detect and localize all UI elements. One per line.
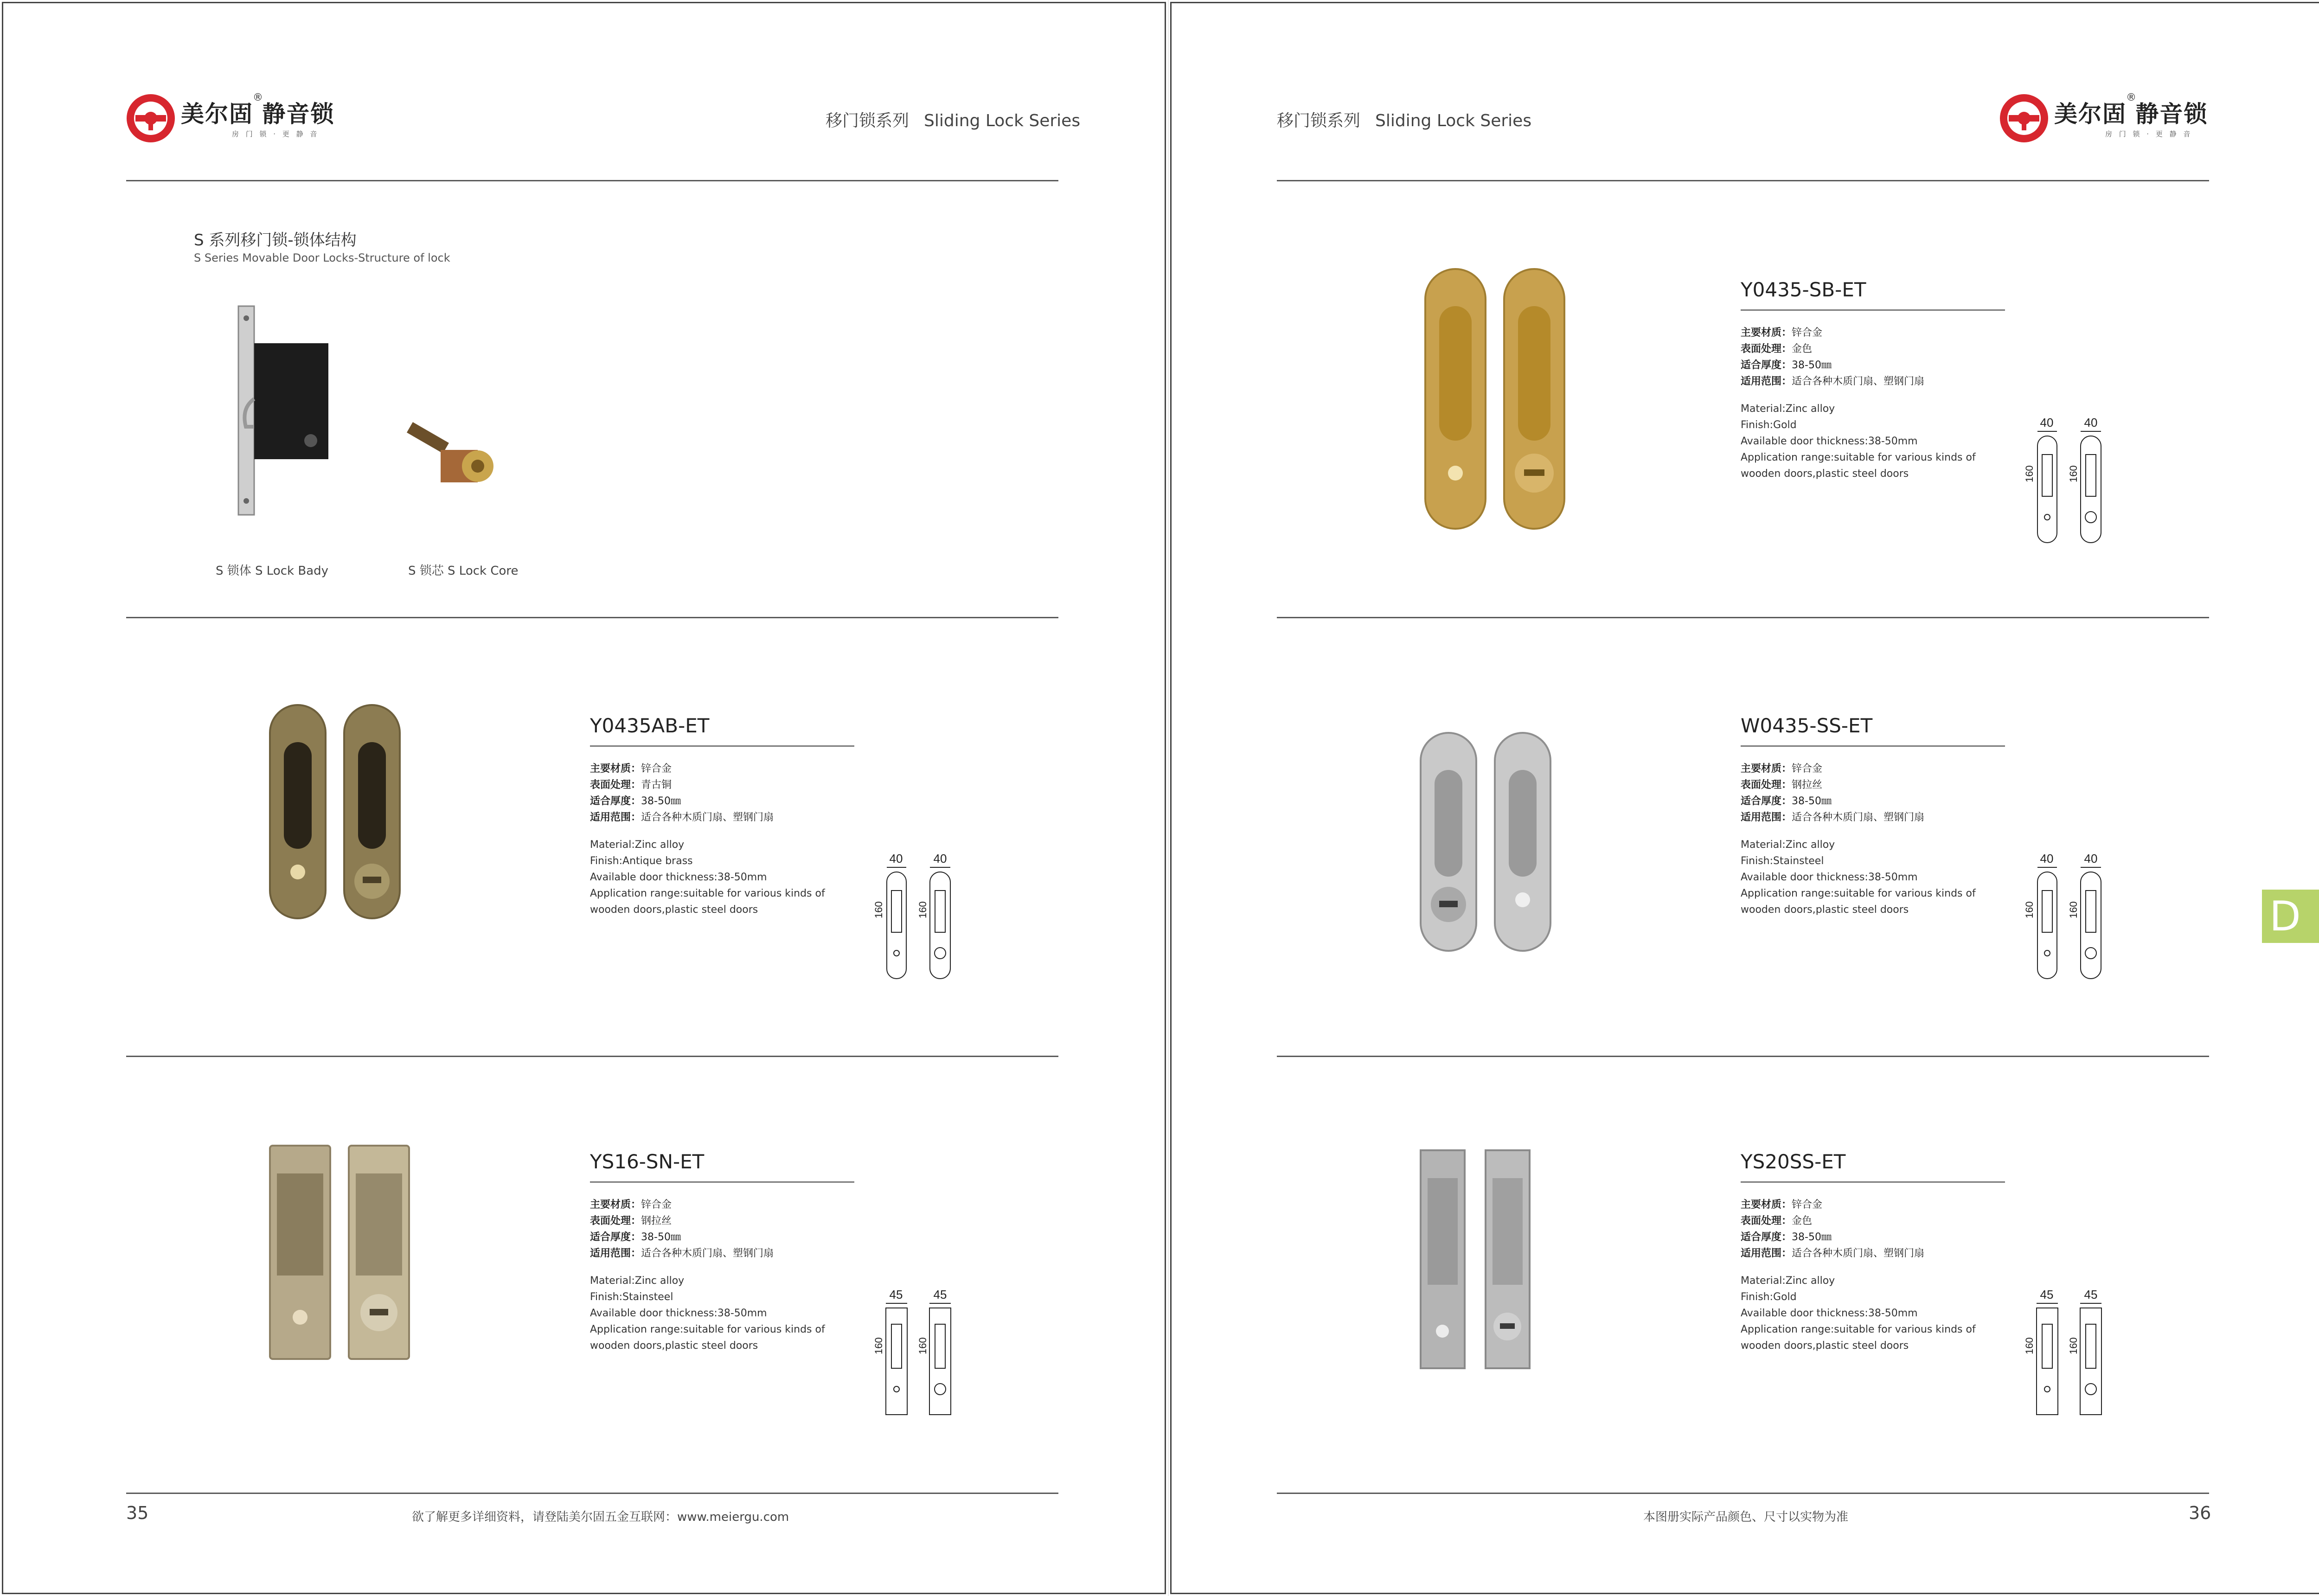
dimension-drawing [2024, 416, 2121, 557]
dim-width-2: 40 [2084, 416, 2098, 429]
dimension-drawing [2024, 852, 2121, 993]
spec-material-en: Material:Zinc alloy [1741, 403, 1835, 415]
spec-finish-cn: 表面处理：青古铜 [590, 779, 672, 791]
dim-width-1: 40 [2040, 416, 2054, 429]
dimension-drawing [873, 852, 970, 993]
spec-range-en: Application range:suitable for various kinds of [1741, 1324, 1976, 1335]
brand-logo [1999, 92, 2208, 144]
logo-mark-icon [1999, 93, 2050, 144]
spec-thickness-en: Available door thickness:38-50mm [1741, 436, 1918, 447]
dim-height-1: 160 [873, 901, 884, 918]
dim-height-2: 160 [917, 1337, 929, 1354]
product-card [1277, 1085, 2209, 1503]
spec-finish-cn: 表面处理：钢拉丝 [590, 1215, 672, 1227]
spec-range-cn: 适用范围：适合各种木质门扇、塑钢门扇 [1741, 812, 1925, 823]
product-code: YS16-SN-ET [590, 1150, 705, 1173]
spec-finish-cn: 表面处理：金色 [1741, 343, 1813, 355]
product-code: Y0435-SB-ET [1741, 278, 1866, 301]
spec-thickness-en: Available door thickness:38-50mm [1741, 1308, 1918, 1319]
section-divider [1277, 617, 2209, 618]
section-title: S 系列移门锁-锁体结构 [194, 231, 357, 250]
spec-range-cn: 适用范围：适合各种木质门扇、塑钢门扇 [590, 812, 774, 823]
footer-rule [126, 1493, 1058, 1494]
header-rule [126, 180, 1058, 181]
dim-width-1: 40 [889, 852, 903, 865]
product-code: W0435-SS-ET [1741, 714, 1873, 737]
logo-mark-icon [125, 93, 176, 144]
spec-range-cn: 适用范围：适合各种木质门扇、塑钢门扇 [1741, 1248, 1925, 1259]
brand-name: 美尔固 静音锁 [181, 101, 335, 128]
product-photo [1370, 213, 1648, 631]
product-card [1277, 213, 2209, 631]
spec-range-en-cont: wooden doors,plastic steel doors [590, 904, 758, 916]
series-header-cn: 移门锁系列 [1277, 111, 1361, 130]
product-code-rule [1741, 1181, 2005, 1183]
dim-width-2: 45 [2084, 1288, 2098, 1301]
spec-range-en-cont: wooden doors,plastic steel doors [1741, 468, 1909, 480]
spec-material-en: Material:Zinc alloy [590, 1275, 685, 1287]
product-photo [1370, 649, 1648, 1067]
dim-width-1: 45 [889, 1288, 903, 1301]
spec-material-cn: 主要材质：锌合金 [1741, 763, 1823, 775]
spec-range-en: Application range:suitable for various kinds of [1741, 888, 1976, 899]
series-header [1277, 108, 1531, 131]
right-page [1168, 0, 2319, 1596]
dim-height-2: 160 [2068, 465, 2079, 482]
series-header-en: Sliding Lock Series [1375, 111, 1532, 130]
spec-thickness-cn: 适合厚度：38-50㎜ [1741, 359, 1832, 371]
spec-range-cn: 适用范围：适合各种木质门扇、塑钢门扇 [1741, 376, 1925, 387]
spec-thickness-en: Available door thickness:38-50mm [1741, 872, 1918, 883]
dim-width-2: 40 [933, 852, 947, 865]
spec-range-cn: 适用范围：适合各种木质门扇、塑钢门扇 [590, 1248, 774, 1259]
registered-mark: ® [2126, 92, 2136, 103]
spec-thickness-cn: 适合厚度：38-50㎜ [1741, 1231, 1832, 1243]
product-code: Y0435AB-ET [590, 714, 710, 737]
product-specs [1741, 278, 2010, 482]
product-specs [590, 1150, 859, 1354]
product-photo [219, 1085, 497, 1503]
spec-finish-cn: 表面处理：金色 [1741, 1215, 1813, 1227]
spec-finish-en: Finish:Gold [1741, 1291, 1797, 1303]
spec-finish-en: Finish:Antique brass [590, 855, 693, 867]
page-number: 36 [2189, 1503, 2211, 1523]
spec-material-en: Material:Zinc alloy [590, 839, 685, 851]
section-divider [126, 1056, 1058, 1057]
footer-rule [1277, 1493, 2209, 1494]
spec-material-cn: 主要材质：锌合金 [1741, 1199, 1823, 1211]
spec-thickness-cn: 适合厚度：38-50㎜ [1741, 795, 1832, 807]
spec-material-cn: 主要材质：锌合金 [1741, 327, 1823, 339]
product-photo [1370, 1085, 1648, 1503]
dim-height-2: 160 [2068, 901, 2079, 918]
lock-body-caption: S 锁体 S Lock Bady [216, 564, 329, 578]
product-specs [1741, 714, 2010, 918]
lock-body-image [232, 301, 343, 519]
product-card [126, 1085, 1058, 1503]
section-tab: D [2262, 890, 2319, 943]
page-number: 35 [126, 1503, 149, 1523]
series-header-cn: 移门锁系列 [826, 111, 910, 130]
dim-height-1: 160 [873, 1337, 884, 1354]
product-card [126, 649, 1058, 1067]
brand-tagline: 房 门 锁 · 更 静 音 [232, 130, 320, 138]
dimension-drawing [2024, 1288, 2121, 1429]
spec-material-cn: 主要材质：锌合金 [590, 763, 672, 775]
product-photo [219, 649, 497, 1067]
header-rule [1277, 180, 2209, 181]
spec-range-en-cont: wooden doors,plastic steel doors [1741, 904, 1909, 916]
brand-name: 美尔固 静音锁 [2054, 101, 2208, 128]
product-code-rule [590, 1181, 854, 1183]
spec-material-en: Material:Zinc alloy [1741, 1275, 1835, 1287]
brand-tagline: 房 门 锁 · 更 静 音 [2105, 130, 2193, 138]
footer-text: 本图册实际产品颜色、尺寸以实物为准 [1643, 1510, 1849, 1524]
registered-mark: ® [253, 92, 263, 103]
product-code-rule [1741, 309, 2005, 311]
spec-finish-en: Finish:Stainsteel [590, 1291, 673, 1303]
product-specs [590, 714, 859, 918]
spec-finish-en: Finish:Gold [1741, 419, 1797, 431]
spec-thickness-en: Available door thickness:38-50mm [590, 1308, 767, 1319]
footer-text: 欲了解更多详细资料，请登陆美尔固五金互联网：www.meiergu.com [412, 1510, 789, 1524]
dim-width-2: 40 [2084, 852, 2098, 865]
section-divider [126, 617, 1058, 618]
spec-thickness-cn: 适合厚度：38-50㎜ [590, 795, 681, 807]
product-code-rule [590, 745, 854, 747]
spec-material-en: Material:Zinc alloy [1741, 839, 1835, 851]
product-specs [1741, 1150, 2010, 1354]
spec-thickness-cn: 适合厚度：38-50㎜ [590, 1231, 681, 1243]
dim-height-1: 160 [2024, 901, 2035, 918]
spec-finish-cn: 表面处理：钢拉丝 [1741, 779, 1823, 791]
spec-thickness-en: Available door thickness:38-50mm [590, 872, 767, 883]
dim-height-1: 160 [2024, 465, 2035, 482]
product-code: YS20SS-ET [1741, 1150, 1846, 1173]
spec-range-en-cont: wooden doors,plastic steel doors [590, 1340, 758, 1352]
lock-core-caption: S 锁芯 S Lock Core [408, 564, 519, 578]
spec-range-en: Application range:suitable for various kinds of [590, 1324, 825, 1335]
dim-height-2: 160 [2068, 1337, 2079, 1354]
lock-core-image [408, 413, 510, 506]
dimension-drawing [873, 1288, 970, 1429]
spec-finish-en: Finish:Stainsteel [1741, 855, 1824, 867]
spec-range-en: Application range:suitable for various kinds of [590, 888, 825, 899]
dim-height-1: 160 [2024, 1337, 2035, 1354]
spec-material-cn: 主要材质：锌合金 [590, 1199, 672, 1211]
series-header [826, 108, 1080, 131]
section-divider [1277, 1056, 2209, 1057]
dim-width-1: 40 [2040, 852, 2054, 865]
product-card [1277, 649, 2209, 1067]
product-code-rule [1741, 745, 2005, 747]
section-subtitle: S Series Movable Door Locks-Structure of lock [194, 251, 450, 264]
brand-logo [125, 92, 335, 144]
series-header-en: Sliding Lock Series [924, 111, 1081, 130]
dim-width-1: 45 [2040, 1288, 2054, 1301]
spec-range-en-cont: wooden doors,plastic steel doors [1741, 1340, 1909, 1352]
dim-width-2: 45 [933, 1288, 947, 1301]
dim-height-2: 160 [917, 901, 929, 918]
spec-range-en: Application range:suitable for various kinds of [1741, 452, 1976, 463]
